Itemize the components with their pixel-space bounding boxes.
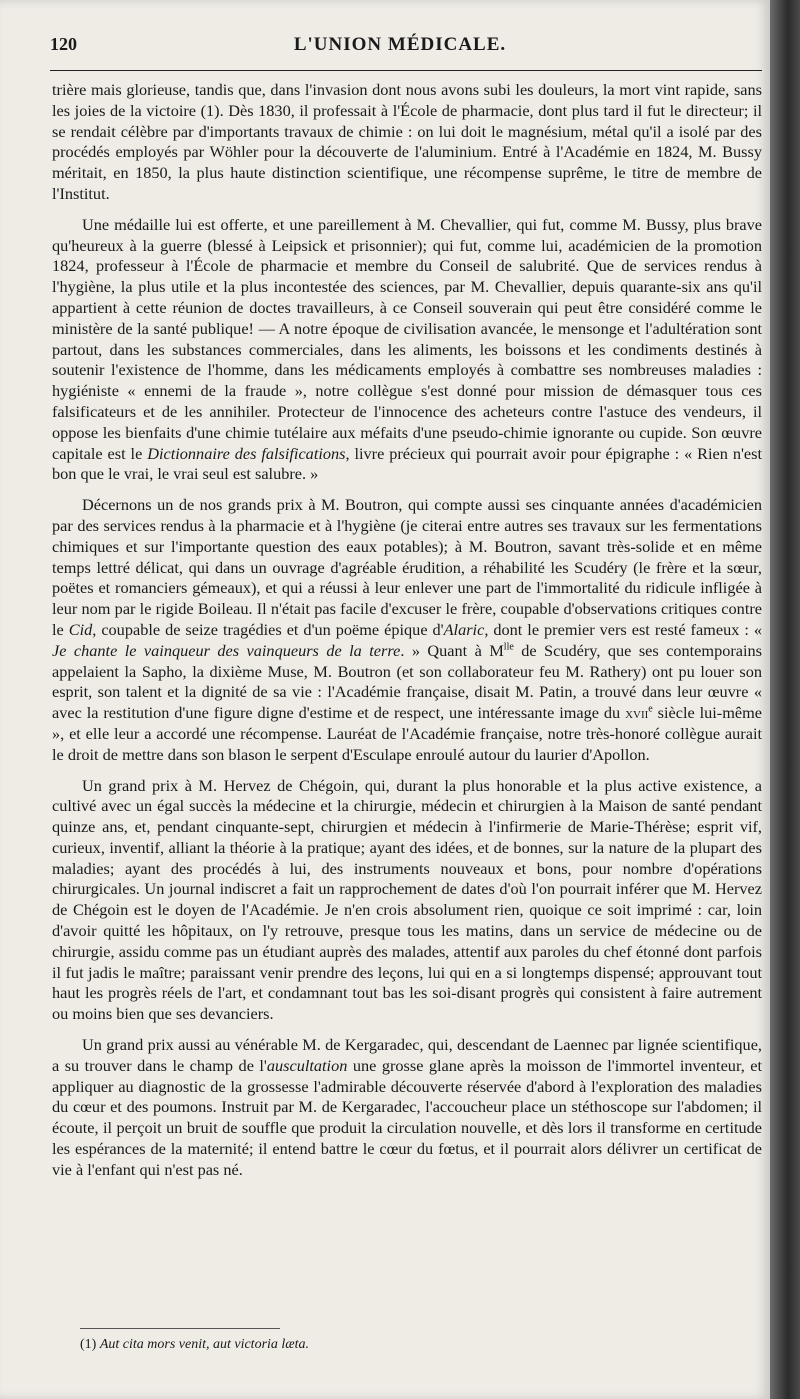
paragraph	[52, 776, 762, 1026]
italic-text: Alaric	[443, 619, 485, 639]
text-run: xvii	[625, 703, 649, 723]
paragraph	[52, 215, 762, 485]
italic-text: Cid	[68, 619, 93, 639]
text-run: siècle lui-même », et elle leur a accordé une récompense. Lauréat de l'Académie française, notre très-honoré collègue aurait le droit de mettre dans son blason le serpent d'Esculape enroulé autour du laurier d'Apollon.	[52, 703, 762, 764]
book-spine-shadow	[770, 0, 800, 1399]
italic-text: auscultation	[266, 1055, 348, 1075]
text-run: trière mais glorieuse, tandis que, dans l'invasion dont nous avons subi les douleurs, la mort vint rapide, sans les joies de la victoire (1). Dès 1830, il professait à l'École de pharmacie, dont plus tard il fut le directeur; il se rendait célèbre par d'importants travaux de chimie : on lui doit le magnésium, métal qu'il a isolé par des procédés employés par Wöhler pour la découverte de l'aluminium. Entré à l'Académie en 1824, M. Bussy méritait, en 1850, la plus haute distinction scientifique, une récompense suprême, le titre de membre de l'Institut.	[52, 80, 762, 203]
page-header	[50, 34, 750, 62]
text-run: , dont le premier vers est resté fameux : «	[484, 619, 762, 639]
footnote-marker: (1)	[80, 1337, 97, 1352]
text-run: Un grand prix aussi au vénérable M. de Kergaradec, qui, descendant de Laennec par lignée scientifique, a su trouver dans le champ de l'	[52, 1035, 762, 1075]
text-run: une grosse glane après la moisson de l'immortel inventeur, et appliquer au diagnostic de la grossesse l'admirable découverte réservée d'abord à l'exploration des maladies du cœur et des poumons. Instruit par M. de Kergaradec, l'accoucheur place un stéthoscope sur l'abdomen; il écoute, il perçoit un bruit de souffle que produit la circulation nouvelle, et dès lors il transforme en certitude les espérances de la maternité; il entend battre le cœur du fœtus, et il pourrait alors délivrer un certificat de vie à l'enfant qui n'est pas né.	[52, 1055, 763, 1179]
italic-text: Dictionnaire des falsifications	[147, 443, 346, 463]
body-text	[52, 80, 762, 1191]
page-number: 120	[50, 34, 77, 54]
text-run: Un grand prix à M. Hervez de Chégoin, qui, durant la plus honorable et la plus active existence, a cultivé avec un égal succès la médecine et la chirurgie, médecin et chirurgien à la Maison de santé pendant quinze ans, et, pendant cinquante-sept, chirurgien et médecin à l'infirmerie de Marie-Thérèse; esprit vif, curieux, inventif, alliant la théorie à la pratique; ayant des idées, et de bonnes, sur la nature de la plupart des maladies; ayant des procédés à lui, des instruments nouveaux et bons, pour nombre d'opérations chirurgicales. Un journal indiscret a fait un rapprochement de dates d'où l'on pourrait inférer que M. Hervez de Chégoin est le doyen de l'Académie. Je n'en crois absolument rien, quoique ce soit imprimé : car, loin d'avoir quitté les hôpitaux, on l'y retrouve, presque tous les matins, dans un service de médecine ou de chirurgie, assidu comme pas un étudiant auprès des malades, attentif aux paroles du chef étonné dont parfois il fut jadis le maître; paraissant venir prendre des leçons, lui qui en a si longtemps dispensé; approuvant tout haut les progrès réels de l'art, et condamnant tout bas les soi-disant progrès qui consistent à faire autrement ou moins bien que ses devanciers.	[52, 775, 762, 1024]
text-run: Décernons un de nos grands prix à M. Boutron, qui compte aussi ses cinquante années d'académicien par des services rendus à la pharmacie et à l'hygiène (je citerai entre autres ses travaux sur les fermentations chimiques et sur l'importante question des eaux potables); à M. Boutron, savant très-solide et en même temps lettré délicat, qui dans un ouvrage d'agréable érudition, a réhabilité les Scudéry (le frère et la sœur, poëtes et romanciers gémeaux), et qui a réussi à leur enlever une part de l'immortalité du ridicule infligée à leur nom par le rigide Boileau. Il n'était pas facile d'excuser le frère, coupable d'observations critiques contre le	[52, 495, 762, 639]
paragraph	[52, 80, 762, 205]
header-rule	[50, 70, 762, 71]
superscript: e	[648, 703, 653, 715]
footnote	[80, 1336, 680, 1354]
footnote-text: Aut cita mors venit, aut victoria læta.	[99, 1337, 310, 1352]
paragraph	[52, 1035, 762, 1181]
text-run: , livre précieux qui pourrait avoir pour épigraphe : « Rien n'est bon que le vrai, le vrai seul est salubre. »	[52, 443, 762, 484]
text-run: . » Quant à M	[400, 640, 504, 660]
italic-text: Je chante le vainqueur des vainqueurs de la terre	[52, 640, 401, 660]
text-run: , coupable de seize tragédies et d'un poëme épique d'	[92, 619, 444, 639]
superscript: lle	[503, 641, 514, 653]
text-run: de Scudéry, que ses contemporains appelaient la Sapho, la dixième Muse, M. Boutron (et son collaborateur feu M. Rathery) ont pu louer son esprit, son talent et la dignité de sa vie : l'Académie française, disait M. Patin, a trouvé dans leur œuvre « avec la restitution d'une figure digne d'estime et de respect, une intéressante image du	[52, 640, 763, 723]
text-run: Une médaille lui est offerte, et une pareillement à M. Chevallier, qui fut, comme M. Bussy, plus brave qu'heureux à la guerre (blessé à Leipsick et prisonnier); qui fut, comme lui, académicien de la promotion 1824, professeur à l'École de pharmacie et membre du Conseil de salubrité. Que de services rendus à l'hygiène, la plus utile et la plus incontestée des sciences, par M. Chevallier, depuis quarante-six ans qu'il appartient à cette réunion de doctes travailleurs, à ce Conseil souverain qui peut être considéré comme le ministère de la santé publique! — A notre époque de civilisation avancée, le mensonge et l'adultération sont partout, dans les substances commerciales, dans les aliments, les boissons et les condiments destinés à soutenir l'existence de l'homme, dans les médicaments employés à combattre ses nombreuses maladies : hygiéniste « ennemi de la fraude », notre collègue s'est donné pour mission de démasquer tous ces falsificateurs et de les annihiler. Protecteur de l'innocence des acheteurs contre l'astuce des vendeurs, il oppose les bienfaits d'une chimie tutélaire aux méfaits d'une pseudo-chimie ignorante ou cupide. Son œuvre capitale est le	[52, 214, 762, 463]
footnote-rule	[80, 1328, 280, 1329]
paragraph	[52, 495, 762, 765]
running-title: L'UNION MÉDICALE.	[293, 34, 507, 55]
